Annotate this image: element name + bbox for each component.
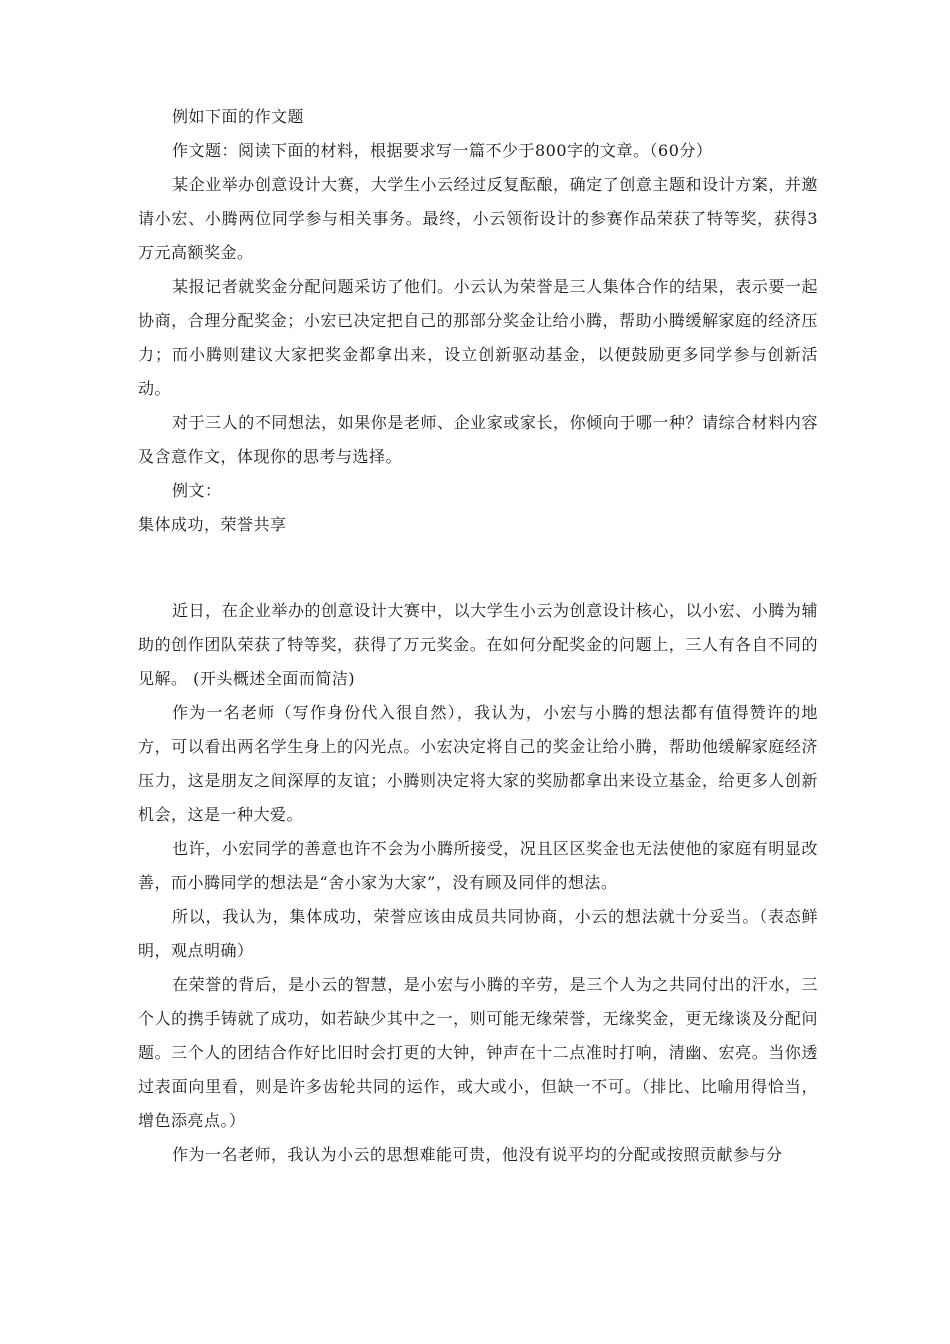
essay-title: 集体成功，荣誉共享 — [138, 515, 287, 534]
intro-line: 例如下面的作文题 — [172, 107, 305, 126]
prompt-paragraph: 某报记者就奖金分配问题采访了他们。小云认为荣誉是三人集体合作的结果，表示要一起协商，合理分配奖金；小宏已决定把自己的那部分奖金让给小腾，帮助小腾缓解家庭的经济压力；而小腾则建议大家把奖金都拿出来，设立创新驱动基金，以便鼓励更多同学参与创新活动。 — [138, 277, 818, 398]
prompt-paragraph: 某企业举办创意设计大赛，大学生小云经过反复酝酿，确定了创意主题和设计方案，并邀请小宏、小腾两位同学参与相关事务。最终，小云领衔设计的参赛作品荣获了特等奖，获得3万元高额奖金。 — [138, 175, 818, 262]
essay-paragraph: 近日，在企业举办的创意设计大赛中，以大学生小云为创意设计核心，以小宏、小腾为辅助的创作团队荣获了特等奖，获得了万元奖金。在如何分配奖金的问题上，三人有各自不同的见解。 (开头概述全面而简洁) — [138, 601, 818, 688]
example-label: 例文： — [172, 481, 222, 500]
prompt-heading: 作文题：阅读下面的材料，根据要求写一篇不少于800字的文章。（60分） — [172, 141, 713, 160]
essay-paragraph: 作为一名老师，我认为小云的思想难能可贵，他没有说平均的分配或按照贡献参与分 — [172, 1145, 783, 1164]
essay-paragraph: 也许，小宏同学的善意也许不会为小腾所接受，况且区区奖金也无法使他的家庭有明显改善，而小腾同学的想法是“舍小家为大家”，没有顾及同伴的想法。 — [138, 839, 818, 892]
prompt-paragraph: 对于三人的不同想法，如果你是老师、企业家或家长，你倾向于哪一种？请综合材料内容及含意作文，体现你的思考与选择。 — [138, 413, 818, 466]
essay-paragraph: 在荣誉的背后，是小云的智慧，是小宏与小腾的辛劳，是三个人为之共同付出的汗水，三个人的携手铸就了成功，如若缺少其中之一，则可能无缘荣誉，无缘奖金，更无缘谈及分配问题。三个人的团结合作好比旧时会打更的大钟，钟声在十二点准时打响，清幽、宏亮。当你透过表面向里看，则是许多齿轮共同的运作，或大或小，但缺一不可。（排比、比喻用得恰当，增色添亮点。） — [138, 975, 818, 1130]
document-page — [138, 100, 818, 1172]
essay-paragraph: 所以，我认为，集体成功，荣誉应该由成员共同协商，小云的想法就十分妥当。（表态鲜明，观点明确） — [138, 907, 818, 960]
essay-paragraph: 作为一名老师（写作身份代入很自然），我认为，小宏与小腾的想法都有值得赞许的地方，可以看出两名学生身上的闪光点。小宏决定将自己的奖金让给小腾，帮助他缓解家庭经济压力，这是朋友之间深厚的友谊；小腾则决定将大家的奖励都拿出来设立基金，给更多人创新机会，这是一种大爱。 — [138, 703, 818, 824]
blank-gap — [138, 542, 818, 594]
